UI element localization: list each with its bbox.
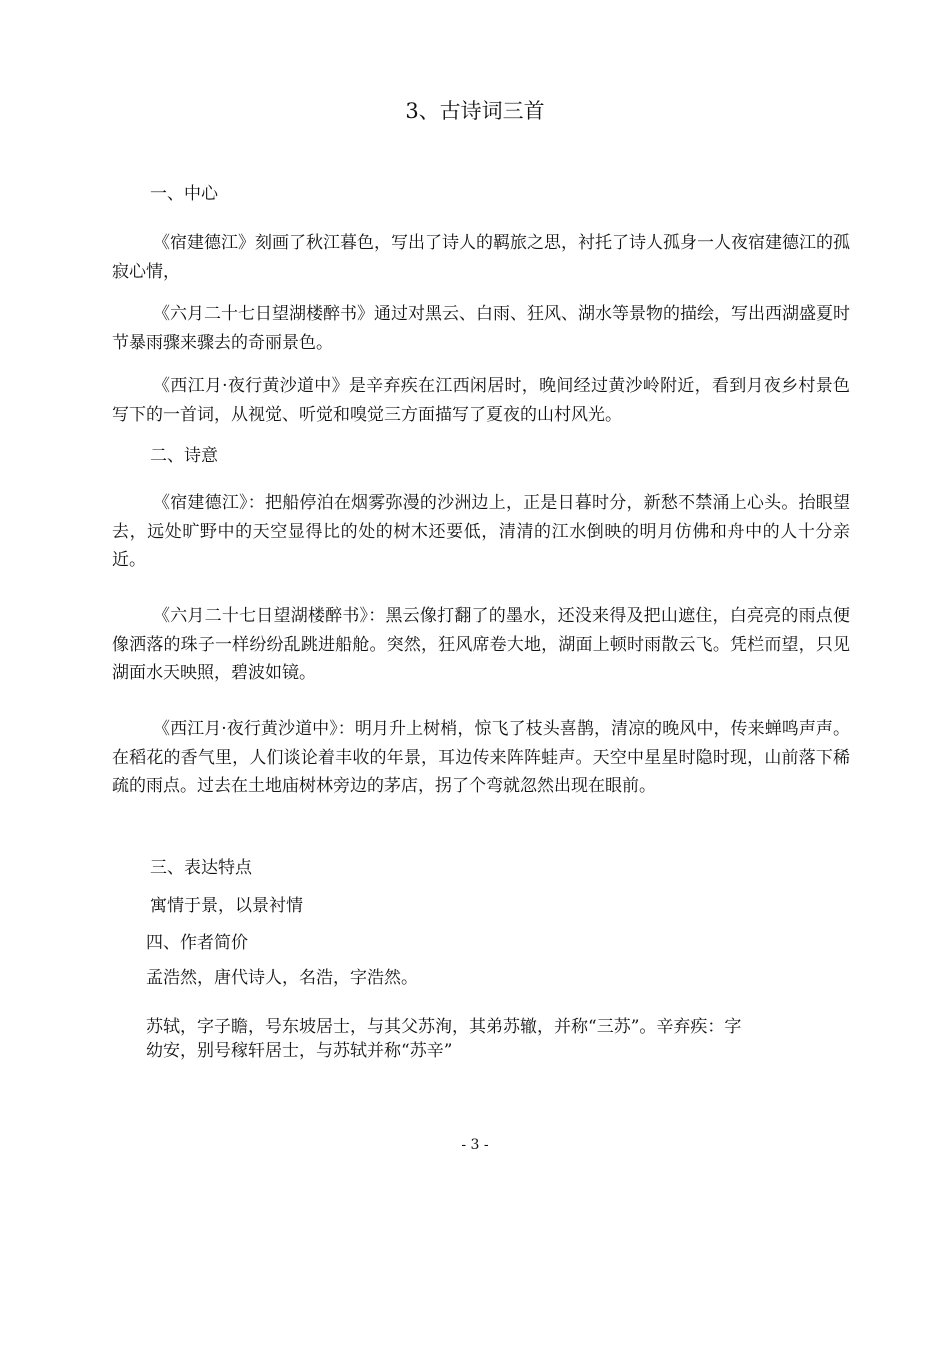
center-paragraph-3: 《西江月·夜行黄沙道中》是辛弃疾在江西闲居时，晚间经过黄沙岭附近，看到月夜乡村景色写下的一首词，从视觉、听觉和嗅觉三方面描写了夏夜的山村风光。 (112, 376, 850, 425)
section-heading-authors: 四、作者简价 (146, 933, 248, 953)
center-paragraph-1: 《宿建德江》刻画了秋江暮色，写出了诗人的羁旅之思，衬托了诗人孤身一人夜宿建德江的孤寂心情， (112, 233, 850, 282)
meaning-paragraph-3: 《西江月·夜行黄沙道中》：明月升上树梢，惊飞了枝头喜鹊，清凉的晚风中，传来蝉鸣声声。在稻花的香气里，人们谈论着丰收的年景，耳边传来阵阵蛙声。天空中星星时隐时现，山前落下稀疏的雨点。过去在土地庙树林旁边的茅店，拐了个弯就忽然出现在眼前。 (112, 719, 850, 796)
section-heading-meaning: 二、诗意 (150, 446, 218, 466)
author-paragraph-1: 孟浩然，唐代诗人，名浩，字浩然。 (146, 968, 418, 988)
page-title: 3、古诗词三首 (405, 99, 545, 123)
meaning-paragraph-1: 《宿建德江》：把船停泊在烟雾弥漫的沙洲边上，正是日暮时分，新愁不禁涌上心头。抬眼望去，远处旷野中的天空显得比的处的树木还要低，清清的江水倒映的明月仿佛和舟中的人十分亲近。 (112, 493, 850, 570)
author-paragraph-2: 苏轼，字子瞻，号东坡居士，与其父苏洵，其弟苏辙，并称“三苏”。辛弃疾：字幼安，别号稼轩居士，与苏轼并称“苏辛” (146, 1017, 742, 1061)
section-heading-center: 一、中心 (150, 184, 218, 204)
section-heading-features: 三、表达特点 (150, 858, 252, 878)
meaning-paragraph-2: 《六月二十七日望湖楼醉书》：黑云像打翻了的墨水，还没来得及把山遮住，白亮亮的雨点便像洒落的珠子一样纷纷乱跳进船舱。突然，狂风席卷大地，湖面上顿时雨散云飞。凭栏而望，只见湖面水天映照，碧波如镜。 (112, 606, 850, 683)
center-paragraph-2: 《六月二十七日望湖楼醉书》通过对黑云、白雨、狂风、湖水等景物的描绘，写出西湖盛夏时节暴雨骤来骤去的奇丽景色。 (112, 304, 850, 353)
page-number: - 3 - (461, 1137, 489, 1153)
features-text: 寓情于景，以景衬情 (150, 896, 303, 916)
